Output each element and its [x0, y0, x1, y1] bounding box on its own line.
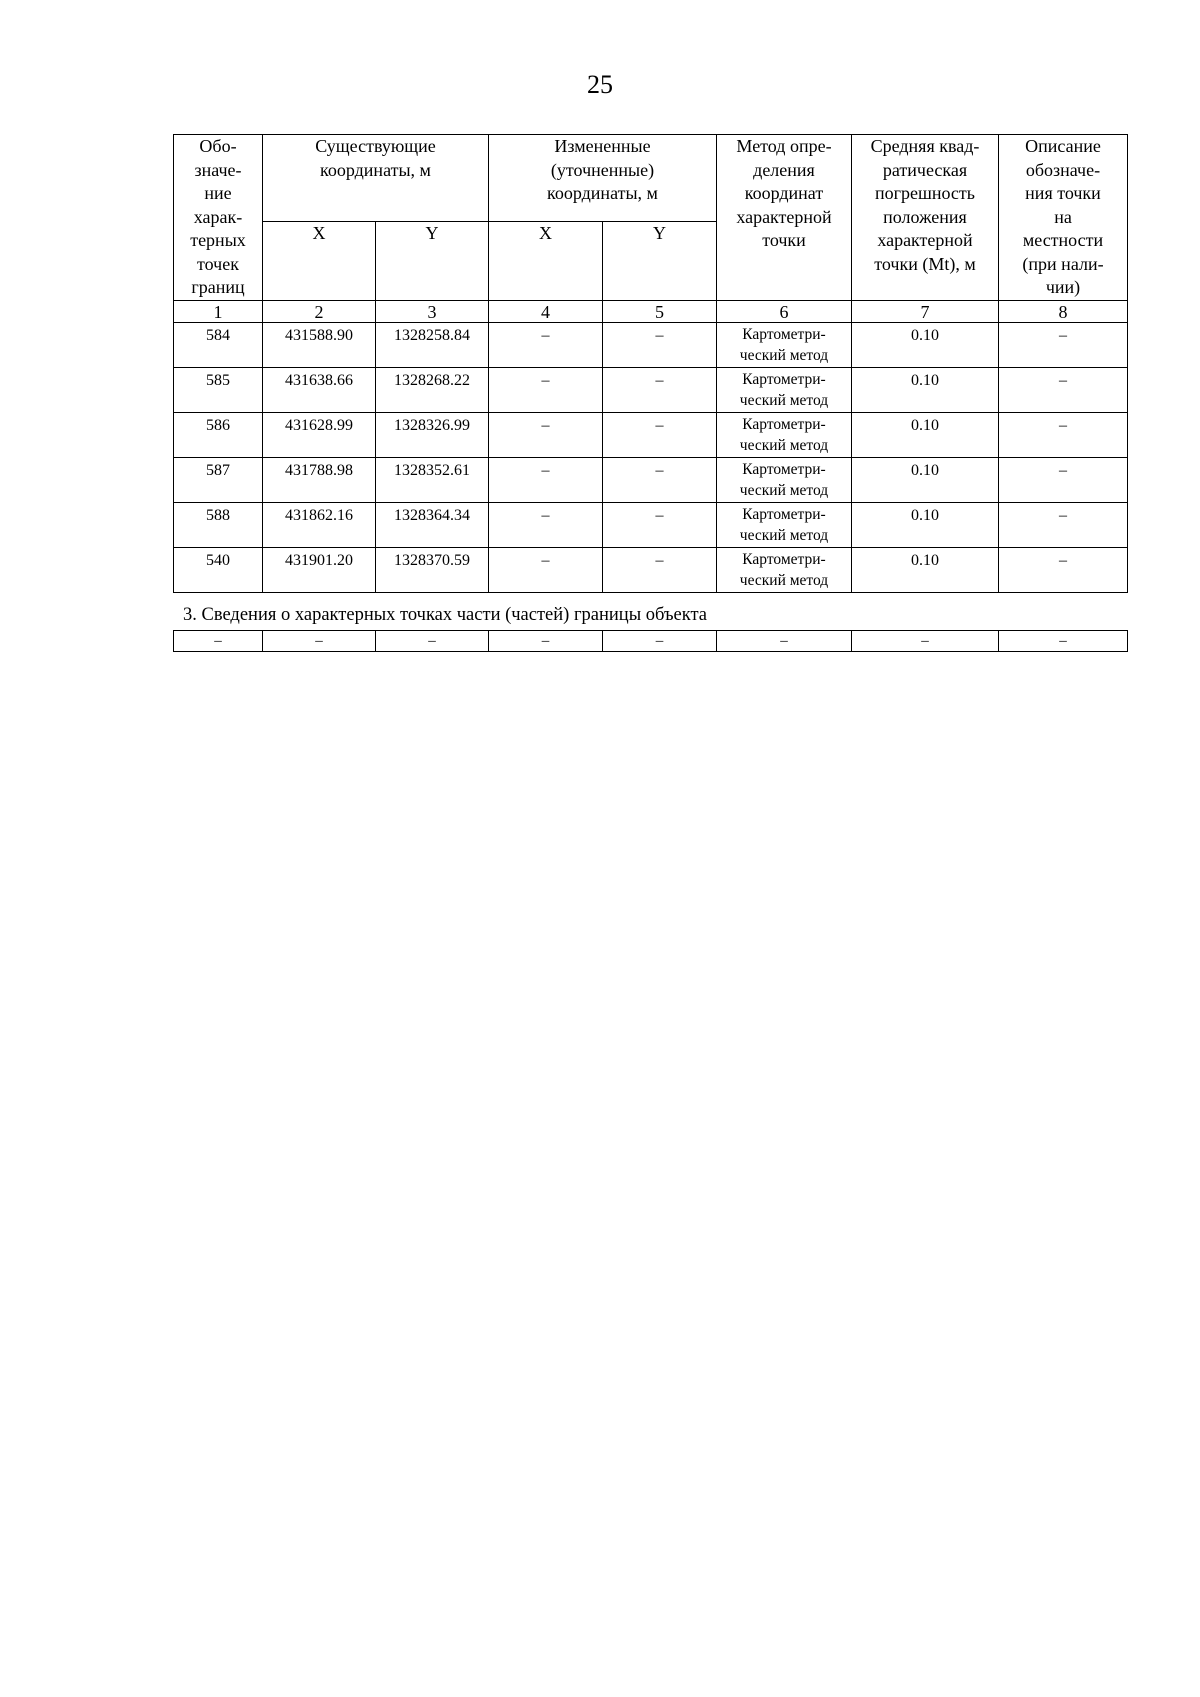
table-row: [174, 631, 1128, 652]
method-cell: Картометри- ческий метод: [717, 503, 852, 548]
point-number-cell: 588: [174, 503, 263, 548]
changed-x-cell: –: [489, 413, 603, 458]
existing-x-cell: 431901.20: [263, 548, 376, 593]
column-number: 3: [376, 301, 489, 323]
changed-x-cell: –: [489, 548, 603, 593]
existing-y-cell: 1328364.34: [376, 503, 489, 548]
header-changed-x: X: [489, 222, 603, 301]
method-cell: Картометри- ческий метод: [717, 368, 852, 413]
changed-x-cell: –: [489, 458, 603, 503]
existing-y-cell: 1328326.99: [376, 413, 489, 458]
mean-square-error-cell: 0.10: [852, 548, 999, 593]
point-number-cell: 540: [174, 548, 263, 593]
changed-y-cell: –: [603, 548, 717, 593]
header-method: Метод опре- деления координат характерной точки: [717, 135, 852, 301]
point-description-cell: –: [999, 323, 1128, 368]
method-cell: Картометри- ческий метод: [717, 548, 852, 593]
column-number: 2: [263, 301, 376, 323]
column-number: 7: [852, 301, 999, 323]
changed-x-cell: –: [489, 503, 603, 548]
method-cell: Картометри- ческий метод: [717, 458, 852, 503]
changed-y-cell: –: [603, 323, 717, 368]
column-number: 1: [174, 301, 263, 323]
page-number: 25: [587, 70, 613, 99]
existing-x-cell: 431638.66: [263, 368, 376, 413]
point-number-cell: 587: [174, 458, 263, 503]
point-description-cell: –: [999, 503, 1128, 548]
point-description-cell: –: [999, 458, 1128, 503]
changed-y-cell: –: [603, 503, 717, 548]
header-point-designation: Обо- значе- ние харак- терных точек границ: [174, 135, 263, 301]
table-row: [174, 548, 1128, 593]
table-cell: –: [999, 631, 1128, 652]
header-existing-y: Y: [376, 222, 489, 301]
method-cell: Картометри- ческий метод: [717, 323, 852, 368]
column-number: 5: [603, 301, 717, 323]
header-changed-y: Y: [603, 222, 717, 301]
point-description-cell: –: [999, 548, 1128, 593]
changed-y-cell: –: [603, 413, 717, 458]
changed-y-cell: –: [603, 458, 717, 503]
changed-x-cell: –: [489, 368, 603, 413]
changed-x-cell: –: [489, 323, 603, 368]
existing-x-cell: 431588.90: [263, 323, 376, 368]
column-number: 8: [999, 301, 1128, 323]
changed-y-cell: –: [603, 368, 717, 413]
existing-y-cell: 1328352.61: [376, 458, 489, 503]
table-row: [174, 368, 1128, 413]
header-existing-x: X: [263, 222, 376, 301]
mean-square-error-cell: 0.10: [852, 458, 999, 503]
mean-square-error-cell: 0.10: [852, 368, 999, 413]
table-cell: –: [489, 631, 603, 652]
existing-x-cell: 431788.98: [263, 458, 376, 503]
column-numbers-row: [174, 301, 1128, 323]
table-row: [174, 413, 1128, 458]
existing-x-cell: 431628.99: [263, 413, 376, 458]
mean-square-error-cell: 0.10: [852, 503, 999, 548]
point-description-cell: –: [999, 413, 1128, 458]
mean-square-error-cell: 0.10: [852, 323, 999, 368]
column-number: 6: [717, 301, 852, 323]
section-3-title: 3. Сведения о характерных точках части (частей) границы объекта: [183, 605, 708, 625]
point-number-cell: 585: [174, 368, 263, 413]
header-existing-coordinates: Существующие координаты, м: [263, 135, 489, 222]
point-number-cell: 584: [174, 323, 263, 368]
column-number: 4: [489, 301, 603, 323]
header-point-description: Описание обозначе- ния точки на местности (при нали- чии): [999, 135, 1128, 301]
table-cell: –: [376, 631, 489, 652]
parts-table: [173, 630, 1128, 652]
existing-y-cell: 1328268.22: [376, 368, 489, 413]
table-cell: –: [603, 631, 717, 652]
mean-square-error-cell: 0.10: [852, 413, 999, 458]
existing-y-cell: 1328258.84: [376, 323, 489, 368]
table-cell: –: [174, 631, 263, 652]
table-cell: –: [852, 631, 999, 652]
table-cell: –: [717, 631, 852, 652]
header-changed-coordinates: Измененные (уточненные) координаты, м: [489, 135, 717, 222]
point-description-cell: –: [999, 368, 1128, 413]
existing-y-cell: 1328370.59: [376, 548, 489, 593]
coordinates-table: [173, 134, 1128, 593]
table-row: [174, 503, 1128, 548]
table-row: [174, 458, 1128, 503]
table-cell: –: [263, 631, 376, 652]
point-number-cell: 586: [174, 413, 263, 458]
method-cell: Картометри- ческий метод: [717, 413, 852, 458]
existing-x-cell: 431862.16: [263, 503, 376, 548]
header-mean-square-error: Средняя квад- ратическая погрешность положения характерной точки (Mt), м: [852, 135, 999, 301]
table-row: [174, 323, 1128, 368]
